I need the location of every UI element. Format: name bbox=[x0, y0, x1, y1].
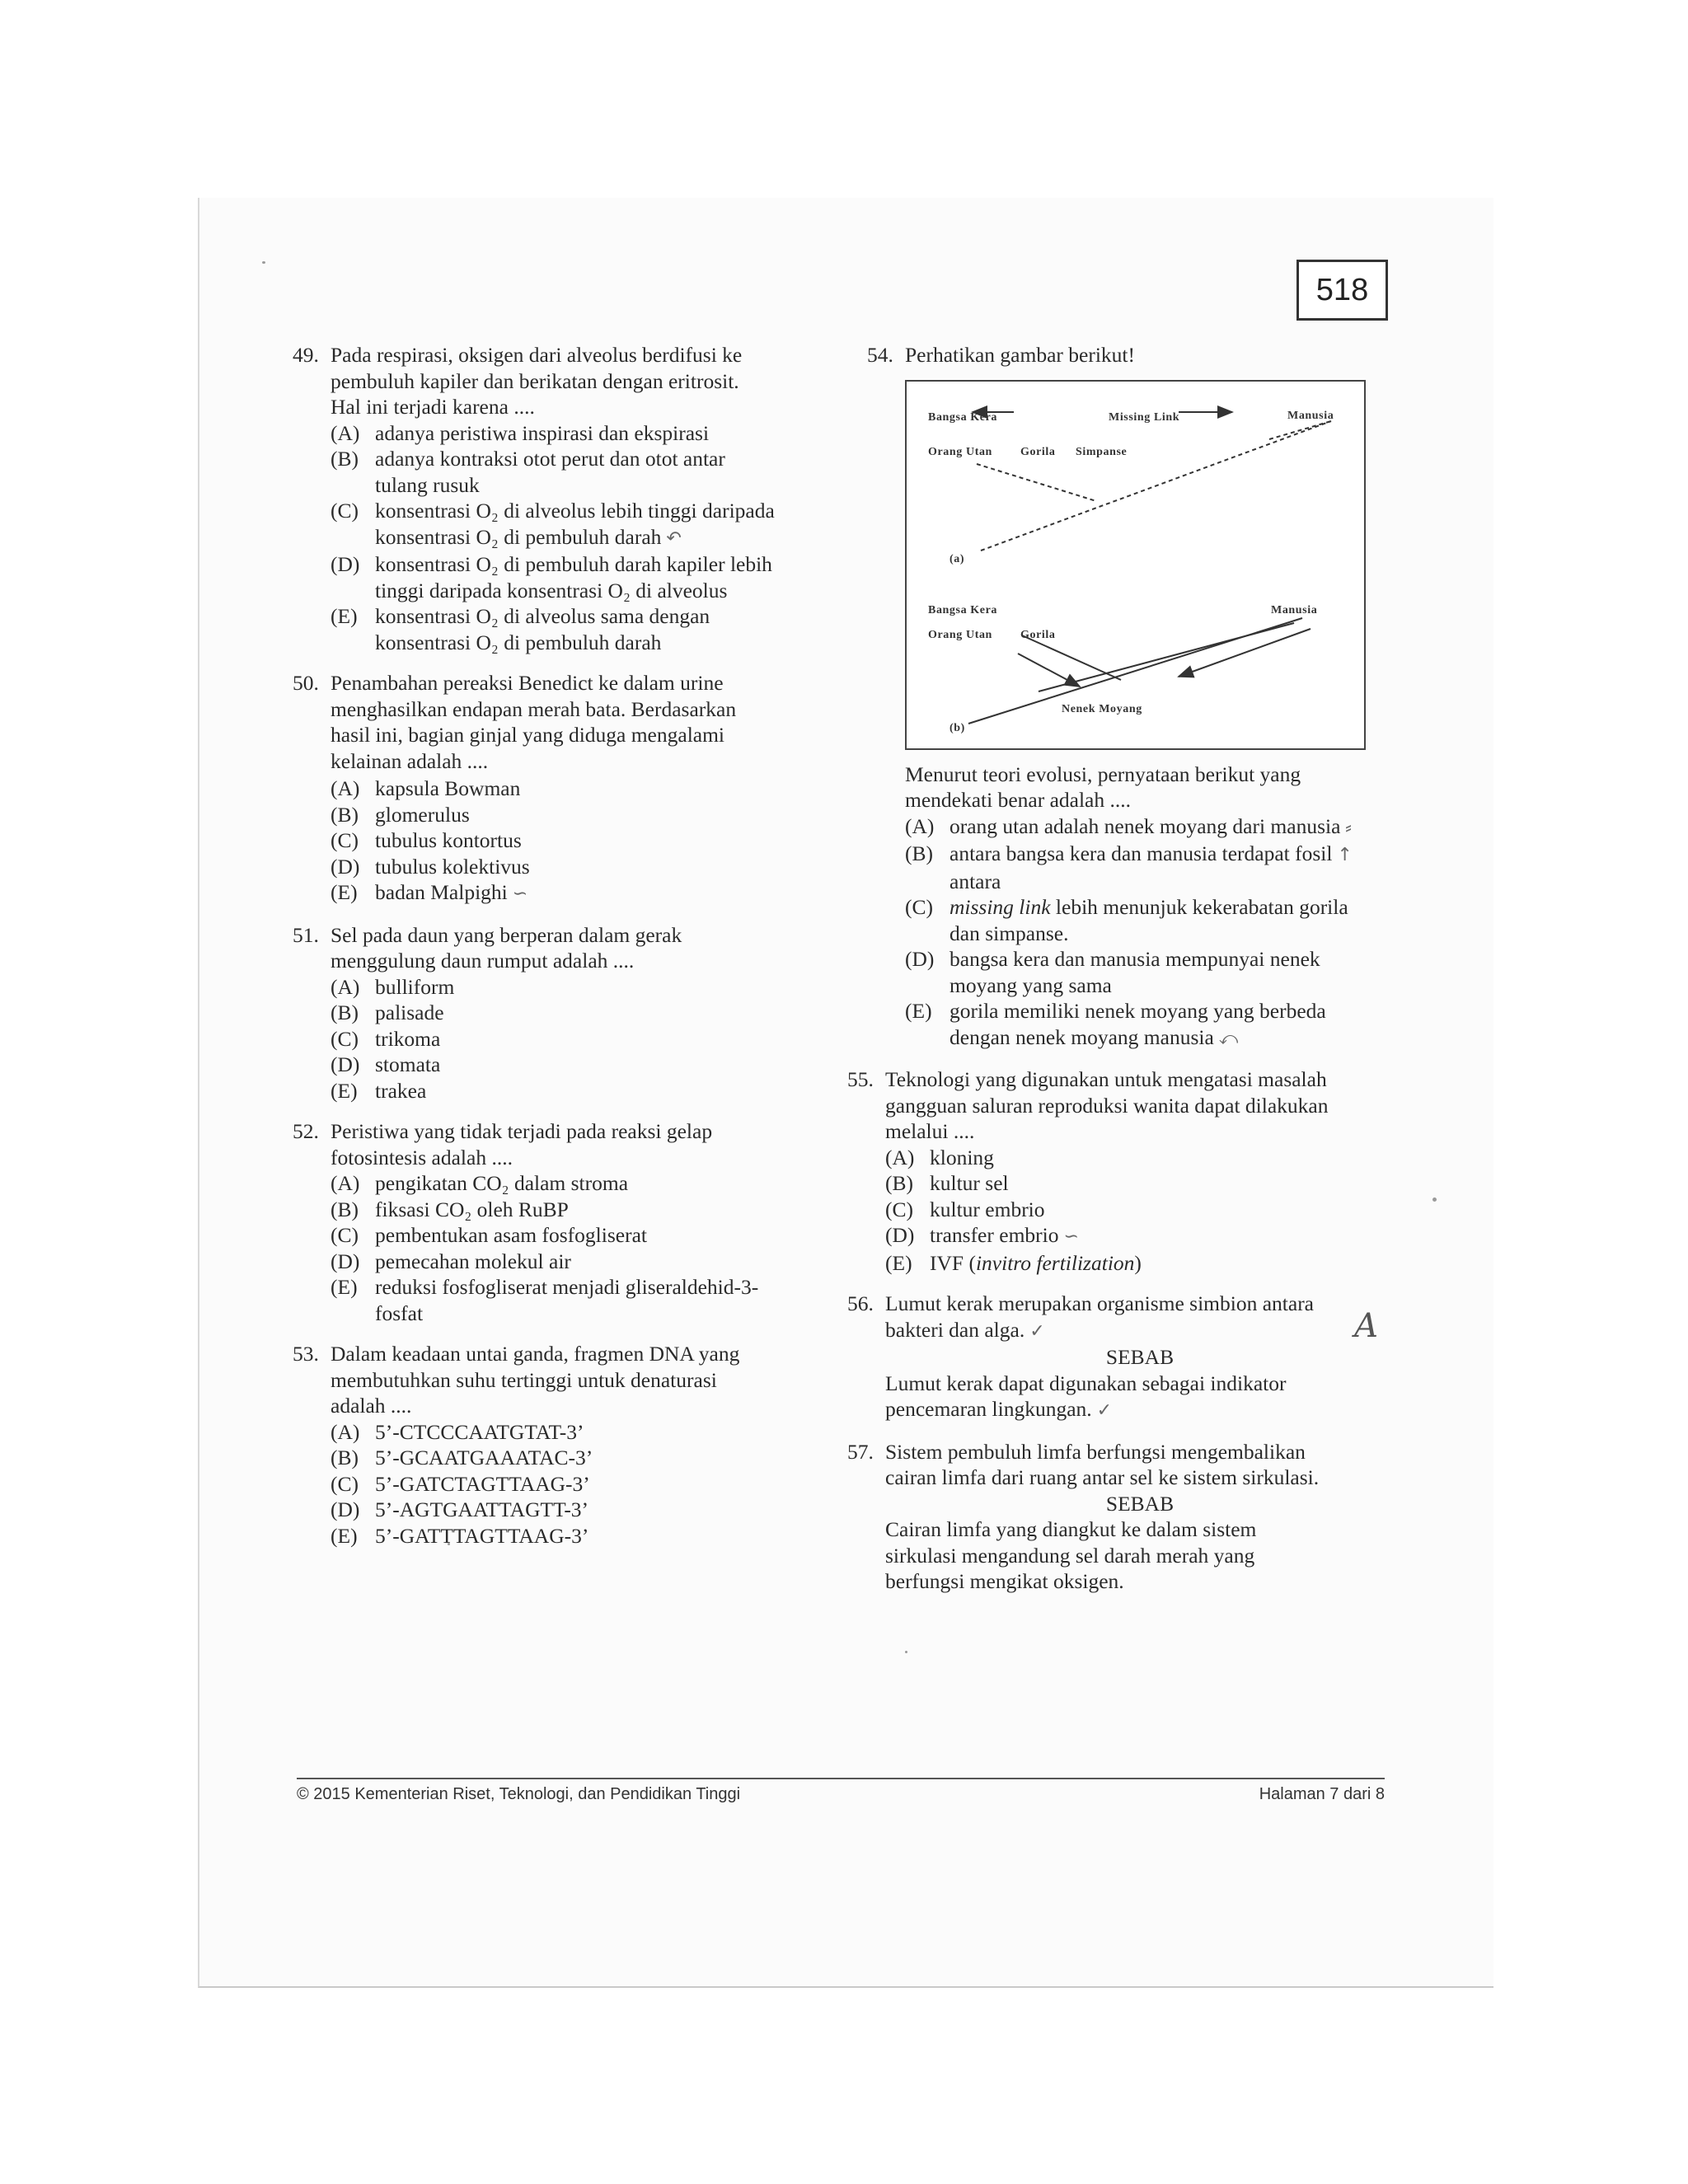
handwritten-check-mark: ∽ bbox=[1063, 1226, 1079, 1247]
handwritten-tick-mark: ⤺ bbox=[1218, 1028, 1239, 1049]
option-b: (B) fiksasi CO₂ oleh RuBP bbox=[331, 1197, 569, 1221]
question-number: 51. bbox=[293, 922, 319, 947]
handwritten-check-mark: ∽ bbox=[512, 883, 528, 904]
option-d: (D) konsentrasi O₂ di pembuluh darah kapiler lebih tinggi daripada konsentrasi O₂ di alveolus bbox=[331, 552, 772, 602]
scan-speck bbox=[1432, 1197, 1437, 1202]
option-d: (D) 5’-AGTGAATTAGTT-3’ bbox=[331, 1497, 589, 1521]
handwritten-tick-mark: ⸗ bbox=[1345, 817, 1352, 838]
handwritten-answer: A bbox=[1354, 1307, 1378, 1345]
question-number: 55. bbox=[847, 1067, 874, 1091]
option-c: (C) pembentukan asam fosfogliserat bbox=[331, 1223, 647, 1247]
option-c: (C) kultur embrio bbox=[885, 1197, 1045, 1221]
option-a: (A) kapsula Bowman bbox=[331, 776, 521, 800]
option-e: (E) trakea bbox=[331, 1078, 427, 1103]
footer-divider bbox=[297, 1778, 1385, 1779]
question-number: 57. bbox=[847, 1439, 874, 1464]
question-intro: Perhatikan gambar berikut! bbox=[905, 343, 1135, 367]
question-50 bbox=[293, 670, 837, 907]
option-d: (D) stomata bbox=[331, 1052, 441, 1076]
option-a: (A) adanya peristiwa inspirasi dan ekspirasi bbox=[331, 420, 710, 445]
option-b: (B) 5’-GCAATGAAATAC-3’ bbox=[331, 1446, 593, 1469]
option-e: (E) gorila memiliki nenek moyang yang berbeda dengan nenek moyang manusia ⤺ bbox=[905, 999, 1326, 1049]
question-53 bbox=[293, 1341, 837, 1549]
option-a: (A) orang utan adalah nenek moyang dari manusia ⸗ bbox=[905, 813, 1352, 838]
question-52 bbox=[293, 1118, 837, 1326]
handwritten-check-mark: ✓ bbox=[1029, 1320, 1045, 1342]
label-bangsa-kera-b: Bangsa Kera bbox=[928, 603, 997, 616]
option-a: (A) kloning bbox=[885, 1145, 994, 1169]
line-manusia-branch bbox=[1039, 623, 1294, 691]
handwritten-check-mark: ↶ bbox=[666, 527, 682, 549]
option-d: (D) transfer embrio ∽ bbox=[885, 1223, 1079, 1247]
question-57: 57. Sistem pembuluh limfa berfungsi mengembalikan cairan limfa dari ruang antar sel ke sistem sirkulasi. SEBAB Cairan limfa yang diangkut ke dalam sistem sirkulasi mengandung sel darah merah yang berfungsi mengikat oksigen. bbox=[847, 1439, 1395, 1595]
label-bangsa-kera: Bangsa Kera bbox=[928, 410, 997, 424]
right-column bbox=[847, 342, 1395, 1605]
option-c: (C) trikoma bbox=[331, 1026, 441, 1051]
option-b: (B) adanya kontraksi otot perut dan otot antar tulang rusuk bbox=[331, 447, 725, 497]
question-number: 56. bbox=[847, 1291, 874, 1315]
handwritten-tick-mark: ↑ bbox=[1337, 845, 1353, 865]
option-c: (C) 5’-GATCTAGTTAAG-3’ bbox=[331, 1471, 590, 1496]
option-c: (C) konsentrasi O₂ di alveolus lebih tinggi daripada konsentrasi O₂ di pembuluh darah ↶ bbox=[331, 499, 775, 549]
evolution-diagram-lines bbox=[907, 382, 1364, 748]
label-b: (b) bbox=[950, 721, 965, 734]
question-54 bbox=[867, 342, 1395, 1052]
option-e: (E) konsentrasi O₂ di alveolus sama dengan konsentrasi O₂ di pembuluh darah bbox=[331, 604, 710, 654]
label-orang-utan: Orang Utan bbox=[928, 445, 992, 458]
arrow-orang-utan bbox=[1018, 654, 1080, 687]
question-number: 50. bbox=[293, 671, 319, 695]
question-stem: Teknologi yang digunakan untuk mengatasi masalah gangguan saluran reproduksi wanita dapat dilakukan melalui .... bbox=[885, 1067, 1329, 1143]
label-gorila: Gorila bbox=[1020, 445, 1056, 458]
left-column bbox=[293, 342, 837, 1558]
label-orang-utan-b: Orang Utan bbox=[928, 628, 992, 641]
option-b: (B) glomerulus bbox=[331, 802, 470, 827]
option-c: (C) missing link lebih menunjuk kekerabatan gorila dan simpanse. bbox=[905, 895, 1348, 945]
option-e: (E) reduksi fosfogliserat menjadi gliseraldehid-3- fosfat bbox=[331, 1275, 759, 1325]
question-49 bbox=[293, 342, 837, 655]
question-number: 49. bbox=[293, 343, 319, 367]
label-a: (a) bbox=[950, 552, 965, 565]
label-simpanse: Simpanse bbox=[1076, 445, 1128, 458]
footer-copyright: © 2015 Kementerian Riset, Teknologi, dan Pendidikan Tinggi bbox=[297, 1785, 741, 1803]
option-b: (B) palisade bbox=[331, 1001, 444, 1024]
option-d: (D) pemecahan molekul air bbox=[331, 1249, 571, 1273]
option-e: (E) 5’-GATTTAGTTAAG-3’ bbox=[331, 1523, 589, 1548]
exam-code-box: 518 bbox=[1296, 260, 1388, 321]
label-missing-link: Missing Link bbox=[1109, 410, 1180, 424]
question-51 bbox=[293, 922, 837, 1104]
label-gorila-b: Gorila bbox=[1020, 628, 1056, 641]
option-a: (A) 5’-CTCCCAATGTAT-3’ bbox=[331, 1419, 584, 1444]
handwritten-check-mark: ✓ bbox=[1096, 1400, 1113, 1421]
option-a: (A) bulliform bbox=[331, 974, 455, 999]
option-a: (A) pengikatan CO₂ dalam stroma bbox=[331, 1171, 629, 1195]
scan-speck bbox=[262, 261, 265, 264]
question-stem: Penambahan pereaksi Benedict ke dalam urine menghasilkan endapan merah bata. Berdasarkan hasil ini, bagian ginjal yang diduga mengalami kelainan adalah .... bbox=[331, 671, 737, 773]
option-b: (B) kultur sel bbox=[885, 1171, 1009, 1195]
question-number: 54. bbox=[867, 343, 893, 367]
footer-page-number: Halaman 7 dari 8 bbox=[1259, 1785, 1385, 1803]
option-c: (C) tubulus kontortus bbox=[331, 828, 522, 852]
question-stem: Menurut teori evolusi, pernyataan berikut yang mendekati benar adalah .... bbox=[905, 762, 1301, 812]
sebab-label: SEBAB bbox=[1105, 1345, 1175, 1369]
option-e: (E) IVF (invitro fertilization) bbox=[885, 1250, 1142, 1275]
label-nenek-moyang: Nenek Moyang bbox=[1062, 702, 1142, 715]
question-stem: Sel pada daun yang berperan dalam gerak menggulung daun rumput adalah .... bbox=[331, 922, 682, 972]
question-stem: Dalam keadaan untai ganda, fragmen DNA yang membutuhkan suhu tertinggi untuk denaturasi adalah .... bbox=[331, 1342, 740, 1418]
question-stem: Peristiwa yang tidak terjadi pada reaksi gelap fotosintesis adalah .... bbox=[331, 1119, 713, 1169]
question-55 bbox=[847, 1066, 1395, 1276]
option-e: (E) badan Malpighi ∽ bbox=[331, 880, 528, 904]
label-manusia-b: Manusia bbox=[1271, 603, 1318, 616]
option-d: (D) bangsa kera dan manusia mempunyai nenek moyang yang sama bbox=[905, 947, 1320, 997]
question-number: 52. bbox=[293, 1119, 319, 1143]
question-56: 56. Lumut kerak merupakan organisme simbion antara bakteri dan alga. ✓ SEBAB Lumut kerak dapat digunakan sebagai indikator pencemaran lingkungan. ✓ A bbox=[847, 1291, 1395, 1424]
dashed-line-gorila bbox=[977, 464, 1096, 501]
label-manusia: Manusia bbox=[1287, 409, 1334, 422]
option-d: (D) tubulus kolektivus bbox=[331, 854, 530, 879]
option-b: (B) antara bangsa kera dan manusia terdapat fosil ↑ antara bbox=[905, 841, 1353, 893]
scan-speck bbox=[905, 1651, 907, 1653]
question-number: 53. bbox=[293, 1342, 319, 1366]
sebab-label: SEBAB bbox=[1105, 1491, 1175, 1516]
evolution-diagram bbox=[905, 380, 1366, 750]
question-stem: Pada respirasi, oksigen dari alveolus berdifusi ke pembuluh kapiler dan berikatan dengan eritrosit. Hal ini terjadi karena .... bbox=[331, 343, 743, 419]
